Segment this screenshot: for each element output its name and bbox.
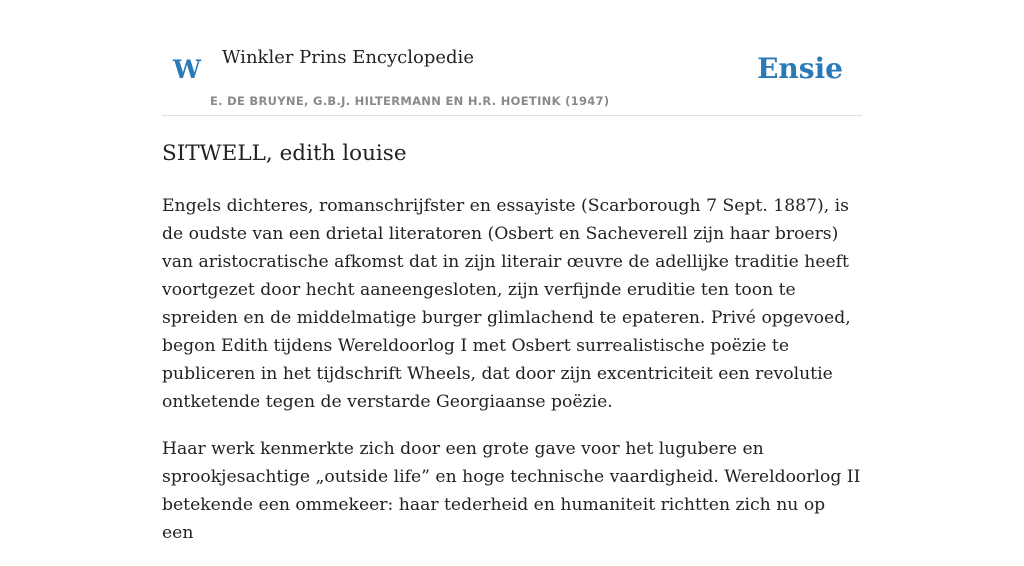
entry-paragraph: Haar werk kenmerkte zich door een grote gave voor het lugubere en sprookjesachtige „outside life” en hoge technische vaardigheid. Wereldoorlog II betekende een ommekeer: haar tederheid en humaniteit richtten zich nu op een [162, 439, 861, 543]
entry-body [162, 192, 862, 566]
entry-title: SITWELL, edith louise [162, 141, 407, 166]
site-title-link[interactable]: Winkler Prins Encyclopedie [222, 47, 474, 68]
winkler-prins-logo-icon[interactable]: W [173, 55, 202, 84]
authors-line: E. DE BRUYNE, G.B.J. HILTERMANN EN H.R. HOETINK (1947) [210, 94, 610, 108]
entry-paragraph: Engels dichteres, romanschrijfster en essayiste (Scarborough 7 Sept. 1887), is de oudste van een drietal literatoren (Osbert en Sacheverell zijn haar broers) van aristocratische afkomst dat in zijn literair œuvre de adellijke traditie heeft voortgezet door hecht aaneengesloten, zijn verfijnde eruditie ten toon te spreiden en de middelmatige burger glimlachend te epateren. Privé opgevoed, begon Edith tijdens Wereldoorlog I met Osbert surrealistische poëzie te publiceren in het tijdschrift Wheels, dat door zijn excentriciteit een revolutie ontketende tegen de verstarde Georgiaanse poëzie. [162, 196, 851, 412]
page [162, 0, 862, 543]
site-header [162, 0, 862, 116]
ensie-brand-logo[interactable]: Ensie [757, 52, 843, 85]
